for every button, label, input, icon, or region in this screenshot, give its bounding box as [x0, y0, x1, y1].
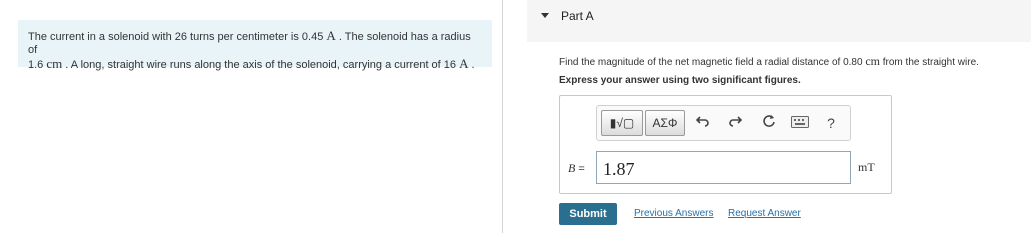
redo-icon-svg — [728, 114, 742, 128]
problem-pane — [0, 0, 503, 233]
unit-ampere: A — [459, 56, 469, 71]
problem-line-2 — [28, 57, 482, 72]
question-text — [559, 54, 979, 69]
equals-sign: = — [578, 163, 585, 175]
unit-cm: cm — [865, 54, 880, 68]
problem-statement — [18, 20, 492, 71]
part-header[interactable] — [527, 0, 1031, 42]
undo-icon-svg — [696, 114, 710, 128]
problem-text: . — [468, 59, 475, 71]
templates-button[interactable] — [601, 110, 643, 136]
previous-answers-link[interactable]: Previous Answers — [634, 208, 714, 219]
answer-instruction: Express your answer using two significant figures. — [559, 75, 801, 86]
help-icon[interactable]: ? — [827, 115, 835, 131]
submit-button[interactable]: Submit — [559, 203, 617, 225]
problem-text: . The solenoid has a radius of — [28, 31, 471, 56]
problem-text: The current in a solenoid with 26 turns per centimeter is 0.45 — [28, 31, 327, 43]
problem-text: . A long, straight wire runs along the axis of the solenoid, carrying a current of 16 — [62, 59, 460, 71]
answer-unit: mT — [858, 160, 875, 174]
templates-icon: ▮√▢ — [609, 116, 635, 130]
math-toolbar — [596, 105, 851, 141]
collapse-caret-icon[interactable] — [541, 13, 549, 18]
question-text-pre: Find the magnitude of the net magnetic field a radial distance of 0.80 — [559, 57, 866, 68]
request-answer-link[interactable]: Request Answer — [728, 208, 801, 219]
variable-symbol: B — [568, 161, 576, 175]
question-text-post: from the straight wire. — [879, 57, 979, 68]
variable-label — [568, 161, 585, 176]
unit-ampere: A — [326, 28, 336, 43]
problem-text: 1.6 — [28, 59, 47, 71]
undo-icon[interactable] — [693, 112, 713, 134]
problem-line-1 — [28, 29, 482, 57]
keyboard-icon[interactable] — [789, 112, 811, 134]
part-title[interactable]: Part A — [561, 9, 594, 23]
symbols-label: ΑΣΦ — [652, 116, 678, 130]
reset-icon-svg — [762, 114, 776, 128]
unit-cm: cm — [46, 56, 63, 71]
redo-icon[interactable] — [725, 112, 745, 134]
reset-icon[interactable] — [759, 112, 779, 134]
keyboard-icon-svg — [791, 116, 809, 128]
greek-symbols-button[interactable] — [645, 110, 685, 136]
answer-input[interactable] — [596, 151, 851, 184]
